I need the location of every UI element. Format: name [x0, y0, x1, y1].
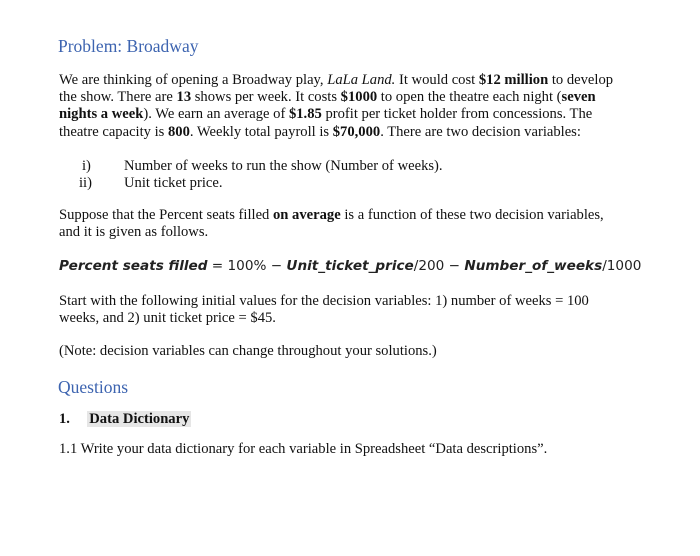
intro-line	[59, 89, 613, 106]
formula-operator: = 100% −	[207, 258, 287, 274]
text-run: . There are two decision variables:	[380, 123, 581, 140]
decision-var-marker-1: i)	[82, 158, 91, 174]
text-run: and it is given as follows.	[59, 224, 209, 241]
decision-var-marker-2: ii)	[79, 175, 92, 191]
bold-run: 13	[176, 89, 192, 106]
text-run: profit per ticket holder from concessions. The	[321, 106, 593, 123]
start-line	[59, 293, 589, 310]
italic-run: LaLa Land.	[327, 72, 396, 88]
bold-run: $1.85	[288, 106, 322, 123]
text-run: ). We earn an average of	[143, 106, 289, 123]
data-dictionary-heading	[59, 411, 191, 428]
start-line	[59, 310, 589, 327]
formula-operator: /1000	[602, 258, 642, 274]
text-run: shows per week. It costs	[191, 89, 341, 106]
bold-run: nights a week	[59, 106, 144, 123]
decision-var-text-1: Number of weeks to run the show (Number of weeks).	[124, 158, 443, 174]
bold-run: $12 million	[478, 72, 549, 88]
text-run: It would cost	[395, 72, 479, 88]
formula-term: Percent seats filled	[59, 258, 208, 274]
text-run: We are thinking of opening a Broadway play,	[59, 72, 328, 88]
formula-term: Number_of_weeks	[464, 258, 603, 274]
text-run: . Weekly total payroll is	[189, 123, 333, 140]
text-run: weeks, and 2) unit ticket price = $45.	[59, 310, 276, 327]
start-paragraph	[59, 293, 589, 327]
text-run: is a function of these two decision variables,	[340, 207, 604, 223]
intro-line	[59, 124, 613, 141]
intro-paragraph	[59, 72, 613, 141]
bold-run: seven	[561, 89, 596, 106]
intro-line	[59, 72, 613, 89]
suppose-line	[59, 207, 604, 224]
text-run: Start with the following initial values for the decision variables: 1) number of weeks = 100	[59, 293, 589, 309]
section-title: Data Dictionary	[89, 411, 190, 427]
bold-run: on average	[273, 207, 341, 223]
seats-formula	[59, 258, 641, 274]
text-run: the show. There are	[59, 89, 177, 106]
text-run: to open the theatre each night (	[377, 89, 562, 106]
bold-run: 800	[168, 123, 190, 140]
note-text: (Note: decision variables can change throughout your solutions.)	[59, 343, 437, 359]
formula-term: Unit_ticket_price	[286, 258, 414, 274]
intro-line	[59, 106, 613, 123]
text-run: theatre capacity is	[59, 123, 168, 140]
decision-var-text-2: Unit ticket price.	[124, 175, 223, 191]
bold-run: $70,000	[332, 123, 381, 140]
question-item-1-1: 1.1 Write your data dictionary for each variable in Spreadsheet “Data descriptions”.	[59, 441, 548, 457]
text-run: to develop	[548, 72, 614, 88]
text-run: Suppose that the Percent seats filled	[59, 207, 273, 223]
formula-operator: /200 −	[413, 258, 465, 274]
section-number: 1.	[59, 411, 70, 427]
questions-title: Questions	[58, 377, 128, 397]
suppose-line	[59, 224, 604, 241]
bold-run: $1000	[340, 89, 378, 106]
suppose-paragraph	[59, 207, 604, 241]
problem-title: Problem: Broadway	[58, 36, 199, 56]
